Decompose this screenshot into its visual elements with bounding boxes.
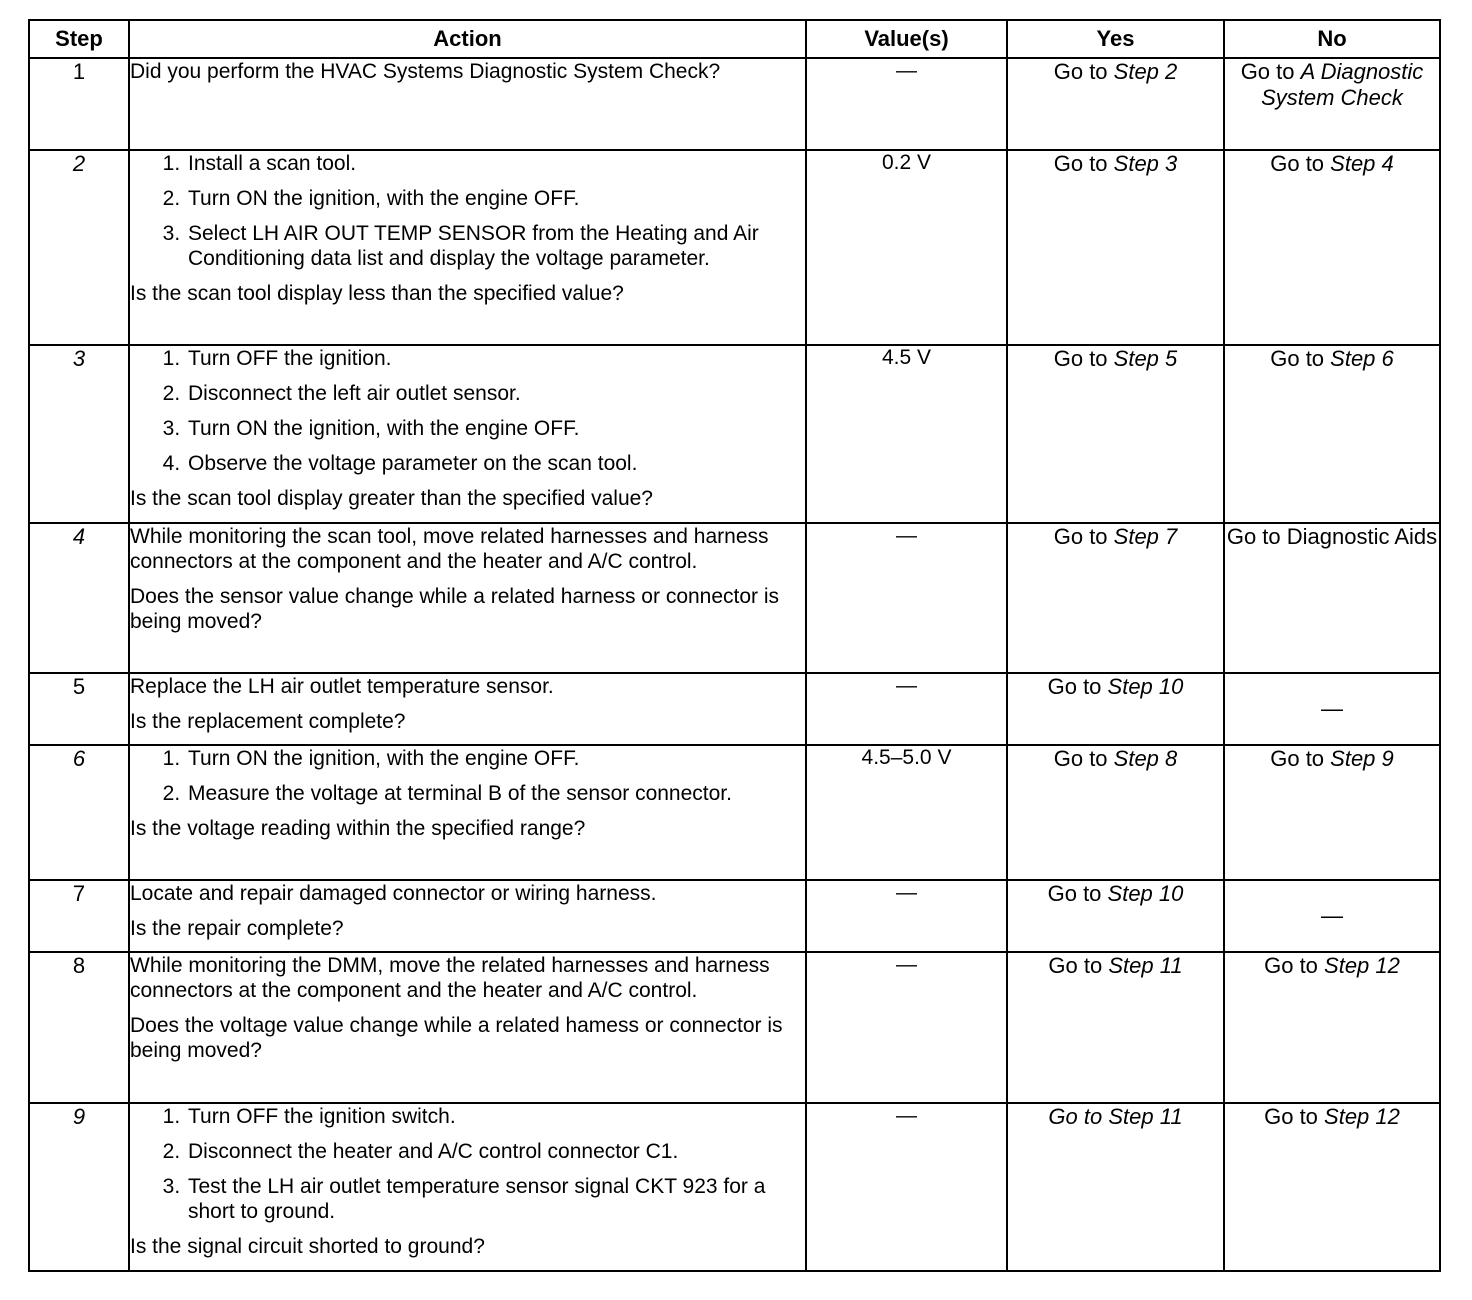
action-steps-list (130, 346, 805, 476)
action-question: Is the replacement complete? (130, 709, 406, 733)
value-cell: — (806, 952, 1007, 1102)
action-text: Locate and repair damaged connector or wiring harness. (130, 882, 657, 906)
no-prefix: Go to (1270, 346, 1331, 372)
no-prefix: Go to (1264, 1103, 1325, 1129)
yes-prefix: Go to (1047, 881, 1108, 907)
yes-step-link[interactable]: Step 3 (1113, 151, 1178, 177)
yes-prefix: Go to (1053, 523, 1114, 549)
yes-cell (1007, 523, 1224, 673)
action-cell (129, 673, 806, 745)
no-prefix: Go to Diagnostic Aids (1226, 523, 1438, 549)
yes-cell (1007, 150, 1224, 345)
step-number: 8 (29, 952, 129, 1102)
no-cell (1224, 952, 1440, 1102)
action-question: Is the voltage reading within the specified range? (130, 817, 586, 841)
yes-step-link[interactable]: Go to Step 11 (1048, 1103, 1183, 1129)
action-text: While monitoring the scan tool, move related harnesses and harness connectors at the component and the heater and A/C control. (130, 524, 769, 573)
action-cell (129, 1103, 806, 1271)
no-cell (1224, 345, 1440, 522)
table-row (29, 952, 1440, 1102)
action-step-item: 3. Turn ON the ignition, with the engine OFF. (186, 416, 805, 441)
action-cell (129, 58, 806, 150)
no-step-link[interactable]: Step 12 (1324, 1103, 1400, 1129)
action-cell (129, 345, 806, 522)
table-row (29, 1103, 1440, 1271)
table-row (29, 745, 1440, 880)
header-step: Step (29, 20, 129, 58)
no-prefix: Go to (1270, 746, 1331, 772)
yes-step-link[interactable]: Step 10 (1107, 881, 1184, 907)
action-step-item: 3. Select LH AIR OUT TEMP SENSOR from the Heating and Air Conditioning data list and display the voltage parameter. (186, 221, 805, 271)
action-step-item: 1. Turn OFF the ignition switch. (186, 1104, 805, 1129)
action-cell (129, 523, 806, 673)
action-step-item: 2. Measure the voltage at terminal B of the sensor connector. (186, 781, 805, 806)
action-step-item: 3. Test the LH air outlet temperature sensor signal CKT 923 for a short to ground. (186, 1174, 805, 1224)
action-question: Is the repair complete? (130, 917, 344, 941)
yes-prefix: Go to (1053, 746, 1114, 772)
no-prefix: Go to (1264, 953, 1325, 979)
action-question: Is the scan tool display greater than the specified value? (130, 487, 653, 511)
action-cell (129, 745, 806, 880)
action-step-item: 1. Turn ON the ignition, with the engine OFF. (186, 746, 805, 771)
no-cell (1224, 150, 1440, 345)
no-prefix: — (1321, 903, 1343, 929)
action-step-item: 1. Install a scan tool. (186, 151, 805, 176)
action-text: While monitoring the DMM, move the related harnesses and harness connectors at the component and the heater and A/C control. (130, 954, 770, 1003)
action-question: Is the scan tool display less than the specified value? (130, 282, 624, 306)
no-step-link[interactable]: Step 12 (1324, 953, 1400, 979)
table-row (29, 58, 1440, 150)
diagnostic-table (28, 19, 1441, 1272)
value-cell: — (806, 523, 1007, 673)
yes-step-link[interactable]: Step 5 (1113, 346, 1178, 372)
action-step-item: 1. Turn OFF the ignition. (186, 346, 805, 371)
yes-cell (1007, 673, 1224, 745)
value-cell: 4.5 V (806, 345, 1007, 522)
no-step-link[interactable]: A Diagnostic System Check (1261, 59, 1424, 110)
action-step-item: 2. Disconnect the left air outlet sensor. (186, 381, 805, 406)
yes-cell (1007, 745, 1224, 880)
header-row (29, 20, 1440, 58)
yes-prefix: Go to (1053, 59, 1114, 84)
table-row (29, 523, 1440, 673)
step-number: 6 (29, 745, 129, 880)
table-row (29, 880, 1440, 952)
step-number: 4 (29, 523, 129, 673)
action-cell (129, 952, 806, 1102)
no-prefix: Go to (1270, 151, 1331, 177)
value-cell: 0.2 V (806, 150, 1007, 345)
no-cell (1224, 745, 1440, 880)
yes-step-link[interactable]: Step 7 (1113, 523, 1178, 549)
header-no: No (1224, 20, 1440, 58)
yes-cell (1007, 1103, 1224, 1271)
yes-prefix: Go to (1053, 346, 1114, 372)
header-action: Action (129, 20, 806, 58)
yes-prefix: Go to (1053, 151, 1114, 177)
header-values: Value(s) (806, 20, 1007, 58)
action-steps-list (130, 1104, 805, 1224)
step-number: 7 (29, 880, 129, 952)
action-steps-list (130, 151, 805, 271)
no-cell (1224, 673, 1440, 745)
value-cell: — (806, 880, 1007, 952)
yes-cell (1007, 58, 1224, 150)
yes-step-link[interactable]: Step 8 (1113, 746, 1178, 772)
step-number: 9 (29, 1103, 129, 1271)
action-cell (129, 880, 806, 952)
yes-step-link[interactable]: Step 11 (1108, 953, 1183, 979)
table-row (29, 150, 1440, 345)
action-step-item: 4. Observe the voltage parameter on the scan tool. (186, 451, 805, 476)
value-cell: — (806, 58, 1007, 150)
no-step-link[interactable]: Step 6 (1330, 346, 1394, 372)
value-cell: — (806, 673, 1007, 745)
yes-step-link[interactable]: Step 10 (1107, 673, 1184, 699)
action-question: Does the voltage value change while a related hamess or connector is being moved? (130, 1014, 783, 1063)
no-step-link[interactable]: Step 4 (1330, 151, 1394, 177)
value-cell: — (806, 1103, 1007, 1271)
table-row (29, 345, 1440, 522)
action-step-item: 2. Disconnect the heater and A/C control connector C1. (186, 1139, 805, 1164)
yes-cell (1007, 880, 1224, 952)
value-cell: 4.5–5.0 V (806, 745, 1007, 880)
action-question: Is the signal circuit shorted to ground? (130, 1234, 485, 1258)
table-row (29, 673, 1440, 745)
no-prefix: Go to (1240, 59, 1301, 84)
action-question: Does the sensor value change while a related harness or connector is being moved? (130, 584, 780, 633)
step-number: 3 (29, 345, 129, 522)
step-number: 5 (29, 673, 129, 745)
yes-cell (1007, 952, 1224, 1102)
step-number: 2 (29, 150, 129, 345)
yes-step-link[interactable]: Step 2 (1113, 59, 1178, 84)
no-prefix: — (1321, 696, 1343, 722)
no-cell (1224, 1103, 1440, 1271)
yes-prefix: Go to (1047, 673, 1108, 699)
action-cell (129, 150, 806, 345)
no-step-link[interactable]: Step 9 (1330, 746, 1394, 772)
step-number: 1 (29, 58, 129, 150)
no-cell (1224, 880, 1440, 952)
action-text: Replace the LH air outlet temperature sensor. (130, 674, 554, 698)
yes-prefix: Go to (1048, 953, 1109, 979)
no-cell (1224, 58, 1440, 150)
action-text: Did you perform the HVAC Systems Diagnostic System Check? (130, 60, 721, 83)
action-step-item: 2. Turn ON the ignition, with the engine OFF. (186, 186, 805, 211)
no-cell (1224, 523, 1440, 673)
yes-cell (1007, 345, 1224, 522)
header-yes: Yes (1007, 20, 1224, 58)
action-steps-list (130, 746, 805, 806)
